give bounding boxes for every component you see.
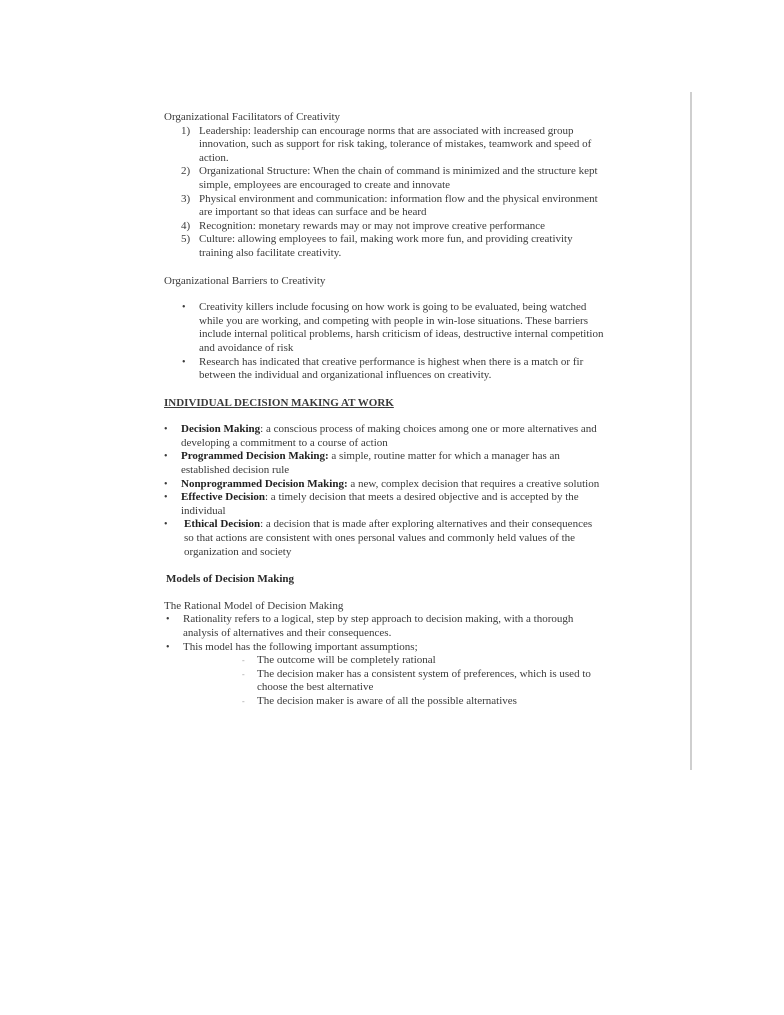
definition-item [164,423,604,450]
page-edge-rule [690,92,692,770]
bullet-icon: • [164,478,168,490]
list-item [164,356,604,383]
assumptions-list [183,654,604,708]
assumption-text: The outcome will be completely rational [257,654,436,667]
section-title: INDIVIDUAL DECISION MAKING AT WORK [164,396,394,409]
barriers-list [164,301,604,383]
assumption-text: The decision maker has a consistent system of preferences, which is used to choose the best alternative [257,667,591,694]
bullet-icon: • [182,302,186,314]
definition-term: Programmed Decision Making: [181,450,329,463]
list-number: 3) [181,192,191,205]
list-item [164,233,604,260]
list-item-text: Research has indicated that creative performance is highest when there is a match or fir between the individual and organizational influences on creativity. [199,355,584,382]
models-title: Models of Decision Making [166,573,295,586]
bullet-icon: • [164,424,168,436]
list-item [164,125,604,166]
definition-item [164,478,604,492]
list-item [164,301,604,355]
list-item-text: Physical environment and communication: information flow and the physical environment are important so that ideas can surface and be heard [199,192,598,219]
barriers-heading: Organizational Barriers to Creativity [164,274,326,287]
bullet-icon: • [166,641,170,653]
definition-text: a simple, routine matter for which a manager has an established decision rule [181,450,560,477]
assumption-item [183,668,604,695]
definition-term: Nonprogrammed Decision Making: [181,477,348,490]
bullet-icon: • [166,614,170,626]
bullet-icon: • [164,451,168,463]
list-item-text: Organizational Structure: When the chain of command is minimized and the structure kept simple, employees are encouraged to create and innovate [199,165,598,191]
definition-item [164,450,604,477]
list-number: 2) [181,165,191,178]
definition-term: Decision Making [181,423,261,436]
list-number: 4) [181,219,191,232]
rational-model-title: The Rational Model of Decision Making [164,599,344,612]
definition-term: Ethical Decision [184,518,261,531]
definitions-list [164,423,604,559]
assumption-item [183,654,604,668]
list-item-text: This model has the following important assumptions; [183,640,418,653]
list-item-text: Recognition: monetary rewards may or may not improve creative performance [199,219,546,232]
list-item-text: Creativity killers include focusing on how work is going to be evaluated, being watched while you are working, and competing with people in win-lose situations. These barriers include internal political problems, harsh criticism of ideas, destructive internal competition and avoidance of risk [199,301,604,354]
dash-bullet-icon: - [242,696,245,706]
list-item [164,193,604,220]
definition-text: : a timely decision that meets a desired objective and is accepted by the individual [181,491,579,517]
definition-text: : a decision that is made after exploring alternatives and their consequences so that actions are consistent with ones personal values and commonly held values of the organization and society [184,518,593,558]
assumption-item [183,695,604,709]
list-number: 1) [181,124,191,137]
list-item-text: Leadership: leadership can encourage norms that are associated with increased group innovation, such as support for risk taking, tolerance of mistakes, teamwork and speed of action. [199,124,592,164]
rational-list [164,613,604,708]
facilitators-heading: Organizational Facilitators of Creativity [164,111,341,123]
definition-item [164,491,604,518]
dash-bullet-icon: - [242,656,245,666]
list-item [164,641,604,709]
list-number: 5) [181,233,191,246]
list-item [164,613,604,640]
definition-item [164,518,604,559]
list-item [164,165,604,192]
definition-text: a new, complex decision that requires a creative solution [347,477,600,490]
list-item-text: Rationality refers to a logical, step by step approach to decision making, with a thorough analysis of alternatives and their consequences. [183,613,574,639]
bullet-icon: • [164,519,168,531]
facilitators-list [164,125,604,261]
document-body [164,111,604,709]
definition-text: : a conscious process of making choices among one or more alternatives and developing a commitment to a course of action [181,423,597,449]
definition-term: Effective Decision [181,491,265,504]
list-item-text: Culture: allowing employees to fail, making work more fun, and providing creativity training also facilitate creativity. [199,233,573,259]
dash-bullet-icon: - [242,669,245,679]
bullet-icon: • [182,356,186,368]
bullet-icon: • [164,492,168,504]
assumption-text: The decision maker is aware of all the possible alternatives [257,694,517,707]
list-item [164,220,604,234]
